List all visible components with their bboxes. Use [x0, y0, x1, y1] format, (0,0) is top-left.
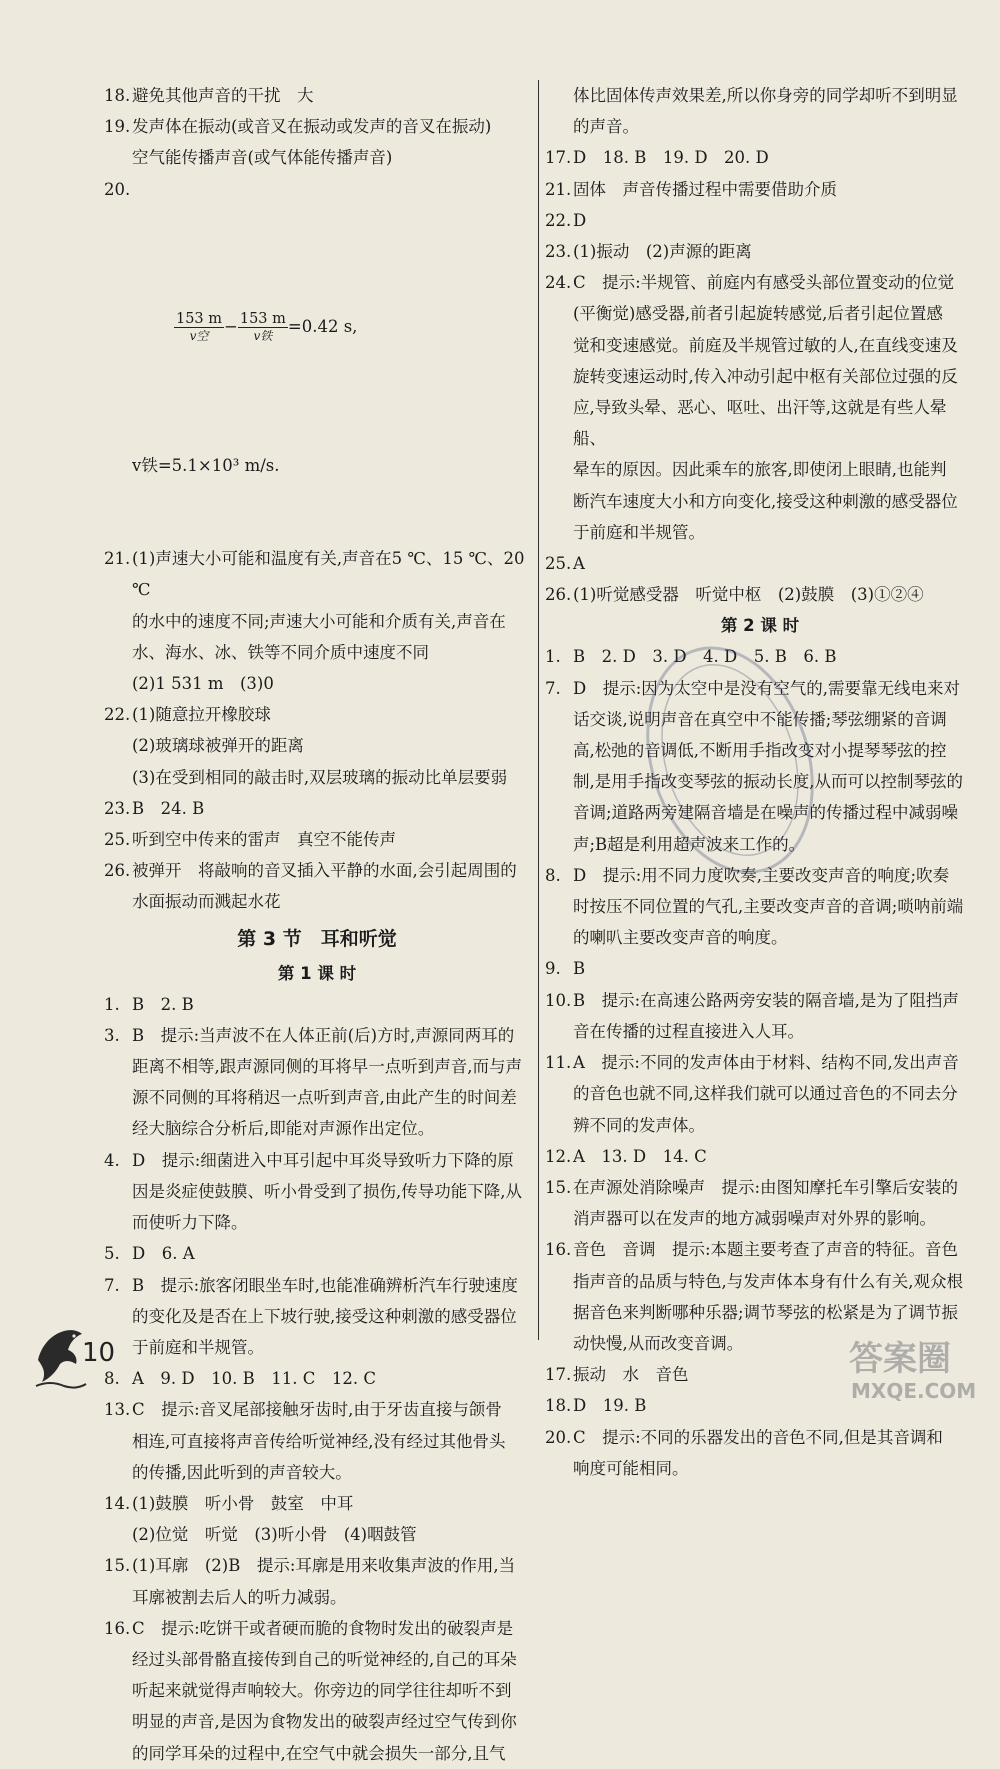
answer-number: 15. [104, 1556, 131, 1576]
answer-number: 13. [104, 1400, 131, 1420]
answer-item [545, 1422, 975, 1484]
answer-text-line: 固体 声音传播过程中需要借助介质 [573, 179, 837, 199]
answer-number: 26. [545, 585, 572, 605]
minus-sign: − [224, 317, 238, 337]
svg-text:答案圈: 答案圈 [849, 1339, 951, 1379]
answer-number: 18. [104, 86, 131, 105]
answer-text-line: 应,导致头晕、恶心、呕吐、出汗等,这就是有些人晕船、 [573, 398, 947, 449]
dolphin-mascot-icon [30, 1312, 90, 1392]
answer-text-line: 的同学耳朵的过程中,在空气中就会损失一部分,且气 [132, 1743, 506, 1763]
answers-lesson-1 [104, 989, 530, 1769]
answer-number: 11. [545, 1053, 572, 1073]
answer-item [104, 1238, 530, 1269]
answer-number: 1. [545, 647, 561, 667]
continuation-text [545, 80, 975, 142]
answer-number: 21. [545, 179, 572, 199]
answer-text-line: A 9. D 10. B 11. C 12. C [132, 1369, 376, 1389]
answer-text-line: 经过头部骨骼直接传到自己的听觉神经的,自己的耳朵 [132, 1649, 517, 1669]
answers-lesson-1-continued [545, 142, 975, 610]
stamp-watermark [640, 635, 820, 885]
answer-item [545, 579, 975, 610]
answer-number: 17. [545, 148, 572, 168]
answer-item [545, 985, 975, 1047]
answer-number: 18. [545, 1396, 572, 1416]
fraction-2 [238, 311, 288, 344]
answer-number: 21. [104, 549, 131, 569]
answer-text-line: (1)振动 (2)声源的距离 [573, 242, 752, 262]
answer-number: 22. [545, 210, 572, 230]
answer-number: 20. [104, 179, 131, 199]
answer-text-line: 在声源处消除噪声 提示:由图知摩托车引擎后安装的 [573, 1177, 959, 1197]
answer-text-line: 动快慢,从而改变音调。 [573, 1333, 744, 1353]
answer-text-line: B 提示:当声波不在人体正前(后)方时,声源同两耳的 [132, 1025, 515, 1045]
answer-text-line: (1)听觉感受器 听觉中枢 (2)鼓膜 (3)①②④ [573, 585, 924, 605]
answer-text-line: C 提示:音叉尾部接触牙齿时,由于牙齿直接与颌骨 [132, 1400, 502, 1420]
answer-text-line: C 提示:半规管、前庭内有感受头部位置变动的位觉 [573, 273, 955, 293]
answer-text-line: 的变化及是否在上下坡行驶,接受这种刺激的感受器位 [132, 1306, 517, 1326]
answer-text-line: (1)耳廓 (2)B 提示:耳廓是用来收集声波的作用,当 [132, 1556, 516, 1576]
answer-text-line: (2)1 531 m (3)0 [132, 674, 274, 694]
answer-number: 20. [545, 1427, 572, 1447]
answer-text-line: 听起来就觉得声响较大。你旁边的同学往往却听不到 [132, 1681, 512, 1701]
answer-text-line: A 提示:不同的发声体由于材料、结构不同,发出声音 [573, 1053, 959, 1073]
answer-text-line: B 2. D 3. D 4. D 5. B 6. B [573, 647, 837, 667]
answer-item [545, 267, 975, 548]
continuation-line: 的声音。 [573, 117, 639, 137]
answer-text-line: B 2. B [132, 994, 194, 1014]
answer-number: 16. [545, 1240, 572, 1260]
answer-text-line: 觉和变速感觉。前庭及半规管过敏的人,在直线变速及 [573, 335, 958, 355]
answer-text-line: (平衡觉)感受器,前者引起旋转感觉,后者引起位置感 [573, 304, 943, 324]
answer-text-line: 高,松弛的音调低,不断用手指改变对小提琴琴弦的控 [573, 741, 947, 761]
answer-text-line: 断汽车速度大小和方向变化,接受这种刺激的感受器位 [573, 491, 958, 511]
answer-text-line: 的喇叭主要改变声音的响度。 [573, 928, 788, 948]
answer-text-line: 响度可能相同。 [573, 1458, 689, 1478]
answer-number: 7. [545, 678, 561, 698]
answer-text-line: 源不同侧的耳将稍迟一点听到声音,由此产生的时间差 [132, 1088, 517, 1108]
answer-text-line: B 提示:在高速公路两旁安装的隔音墙,是为了阻挡声 [573, 990, 959, 1010]
answer-text-line: B 24. B [132, 798, 205, 818]
answer-text-line: D 18. B 19. D 20. D [573, 148, 769, 168]
answer-number: 16. [104, 1618, 131, 1638]
answer-text-line: 的传播,因此听到的声音较大。 [132, 1462, 352, 1482]
answer-text-line: 消声器可以在发声的地方减弱噪声对外界的影响。 [573, 1209, 936, 1229]
section-title: 第 3 节 耳和听觉 [237, 927, 397, 950]
formula-result: =0.42 s, [287, 317, 358, 337]
answer-item [104, 543, 530, 699]
fraction-numerator: 153 m [175, 311, 223, 328]
answer-text-line: 制,是用手指改变琴弦的振动长度,从而可以控制琴弦的 [573, 772, 963, 792]
answer-text-line: (1)声速大小可能和温度有关,声音在5 ℃、15 ℃、20 ℃ [132, 549, 530, 600]
answer-number: 8. [545, 865, 561, 885]
fraction-denominator: v空 [189, 329, 209, 344]
answer-text-line: D 6. A [132, 1244, 195, 1264]
page-number: 10 [82, 1338, 116, 1368]
answer-number: 26. [104, 861, 131, 881]
svg-text:MXQE.COM: MXQE.COM [851, 1379, 977, 1403]
answer-text-line: 经大脑综合分析后,即能对声源作出定位。 [132, 1119, 435, 1139]
answer-text-line: D [573, 210, 587, 230]
answer-text-line: A [573, 554, 585, 574]
answer-text-line: 的音色也就不同,这样我们就可以通过音色的不同去分 [573, 1084, 958, 1104]
answer-text-line: 旋转变速运动时,传入冲动引起中枢有关部位过强的反 [573, 366, 958, 386]
answer-text-line: 水面振动而溅起水花 [132, 892, 281, 912]
answer-text-line: 空气能传播声音(或气体能传播声音) [132, 148, 393, 168]
answer-number: 25. [104, 830, 131, 850]
answer-number: 15. [545, 1177, 572, 1197]
answer-number: 22. [104, 705, 131, 725]
answer-item [545, 548, 975, 579]
answer-text-line: 而使听力下降。 [132, 1213, 248, 1233]
answer-item [104, 1270, 530, 1364]
answer-text-line: B 提示:旅客闭眼坐车时,也能准确辨析汽车行驶速度 [132, 1275, 518, 1295]
answer-text-line: 据音色来判断哪种乐器;调节琴弦的松紧是为了调节振 [573, 1302, 959, 1322]
answer-text-line: (2)玻璃球被弹开的距离 [132, 736, 304, 756]
fraction-denominator: v铁 [253, 329, 273, 344]
answer-item [545, 236, 975, 267]
answer-text-line: C 提示:不同的乐器发出的音色不同,但是其音调和 [573, 1427, 943, 1447]
answer-item [545, 205, 975, 236]
fraction-numerator: 153 m [239, 311, 286, 328]
answer-text-line: 于前庭和半规管。 [132, 1337, 264, 1357]
answer-number: 12. [545, 1146, 572, 1166]
answer-text-line: D 19. B [573, 1396, 647, 1416]
answer-text-line: 时按压不同位置的气孔,主要改变声音的音调;唢呐前端 [573, 897, 964, 917]
answer-text-line: 发声体在振动(或音叉在振动或发声的音叉在振动) [132, 117, 492, 137]
answer-item [104, 1363, 530, 1394]
answer-text-line: 因是炎症使鼓膜、听小骨受到了损伤,传导功能下降,从 [132, 1181, 522, 1201]
answer-number: 5. [104, 1244, 120, 1264]
answers-group-before [104, 80, 530, 174]
answer-text-line: D 提示:细菌进入中耳引起中耳炎导致听力下降的原 [132, 1150, 514, 1170]
answer-text-line: 距离不相等,跟声源同侧的耳将早一点听到声音,而与声 [132, 1057, 522, 1077]
answer-text-line: 水、海水、冰、铁等不同介质中速度不同 [132, 642, 429, 662]
answer-text-line: 音调;道路两旁建隔音墙是在噪声的传播过程中减弱噪 [573, 803, 959, 823]
answer-text-line: 话交谈,说明声音在真空中不能传播;琴弦绷紧的音调 [573, 709, 947, 729]
answer-number: 23. [104, 798, 131, 818]
answer-text-line: A 13. D 14. C [573, 1146, 707, 1166]
lesson-2-title: 第 2 课 时 [720, 616, 800, 636]
answer-text-line: (2)位觉 听觉 (3)听小骨 (4)咽鼓管 [132, 1525, 417, 1545]
answer-item [104, 1550, 530, 1612]
answer-item [104, 111, 530, 173]
answer-item [104, 989, 530, 1020]
answer-item [104, 855, 530, 917]
answer-text-line: 相连,可直接将声音传给听觉神经,没有经过其他骨头 [132, 1431, 506, 1451]
answer-number: 7. [104, 1275, 120, 1295]
answer-text-line: C 提示:吃饼干或者硬而脆的食物时发出的破裂声是 [132, 1618, 514, 1638]
answer-item [104, 699, 530, 793]
answer-text-line: 振动 水 音色 [573, 1365, 689, 1385]
answer-number: 14. [104, 1493, 131, 1513]
answer-number: 19. [104, 117, 131, 137]
answer-item [545, 1172, 975, 1234]
answer-item [104, 1488, 530, 1550]
answer-item [545, 953, 975, 984]
answer-text-line: 听到空中传来的雷声 真空不能传声 [132, 830, 396, 850]
answer-text-line: 明显的声音,是因为食物发出的破裂声经过空气传到你 [132, 1712, 517, 1732]
answer-item [545, 142, 975, 173]
answer-text-line: (1)鼓膜 听小骨 鼓室 中耳 [132, 1493, 354, 1513]
answer-text-line: 晕车的原因。因此乘车的旅客,即使闭上眼睛,也能判 [573, 460, 947, 480]
answer-number: 1. [104, 994, 120, 1014]
fraction-1 [174, 311, 224, 344]
answer-text-line: B [573, 959, 586, 979]
answer-number: 4. [104, 1150, 120, 1170]
answer-text-line: 的水中的速度不同;声速大小可能和介质有关,声音在 [132, 611, 506, 631]
answer-text-line: 耳廓被割去后人的听力减弱。 [132, 1587, 347, 1607]
answer-number: 25. [545, 554, 572, 574]
answer-text-line: (1)随意拉开橡胶球 [132, 705, 271, 725]
answer-text-line: 声;B超是利用超声波来工作的。 [573, 834, 806, 854]
answers-group-after [104, 543, 530, 917]
answer-item [104, 80, 530, 111]
answer-item-20 [104, 174, 530, 544]
answer-number: 10. [545, 990, 572, 1010]
answer-item [104, 793, 530, 824]
answer-number: 9. [545, 959, 561, 979]
answer-text-line: D 提示:因为太空中是没有空气的,需要靠无线电来对 [573, 678, 961, 698]
answer-item [104, 1394, 530, 1488]
answer-text-line: 避免其他声音的干扰 大 [132, 86, 314, 105]
answer-item [545, 1141, 975, 1172]
column-divider [538, 80, 539, 1340]
answer-text-line: 音在传播的过程直接进入人耳。 [573, 1021, 804, 1041]
answer-item [104, 1020, 530, 1145]
answer-number: 8. [104, 1369, 120, 1389]
continuation-line: 体比固体传声效果差,所以你身旁的同学却听不到明显 [573, 86, 958, 105]
left-column [104, 80, 530, 1769]
site-logo [845, 1330, 995, 1405]
answer-number: 17. [545, 1365, 572, 1385]
answer-text-line: 音色 音调 提示:本题主要考查了声音的特征。音色 [573, 1240, 959, 1260]
answer-number: 24. [545, 273, 572, 293]
formula-line-2: v铁=5.1×10³ m/s. [132, 455, 280, 475]
answer-item [104, 1613, 530, 1769]
answer-item [104, 1145, 530, 1239]
answer-item [545, 174, 975, 205]
answer-text-line: 于前庭和半规管。 [573, 522, 705, 542]
answer-item [104, 824, 530, 855]
answer-item [545, 1047, 975, 1141]
formula-line [132, 267, 530, 387]
answer-number: 23. [545, 242, 572, 262]
answer-text-line: D 提示:用不同力度吹奏,主要改变声音的响度;吹奏 [573, 865, 950, 885]
answer-text-line: 辨不同的发声体。 [573, 1115, 705, 1135]
lesson-title: 第 1 课 时 [277, 963, 357, 983]
answer-text-line: 被弹开 将敲响的音叉插入平静的水面,会引起周围的 [132, 861, 517, 881]
answer-number: 3. [104, 1025, 120, 1045]
answer-text-line: 指声音的品质与特色,与发声体本身有什么有关,观众根 [573, 1271, 963, 1291]
answer-text-line: (3)在受到相同的敲击时,双层玻璃的振动比单层要弱 [132, 767, 508, 787]
